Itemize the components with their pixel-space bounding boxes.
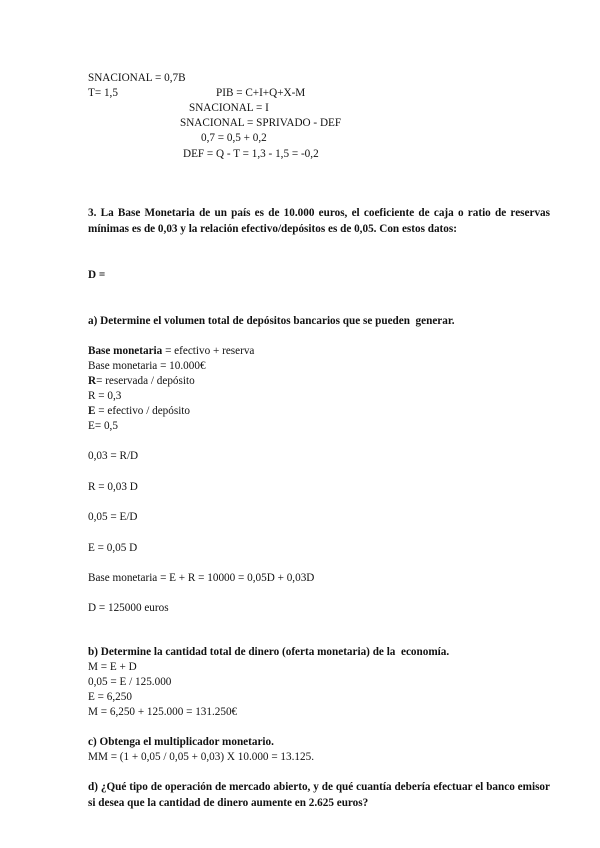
multiplier-equation: MM = (1 + 0,05 / 0,05 + 0,03) X 10.000 = 13.125. bbox=[88, 751, 314, 763]
e-label: E bbox=[88, 405, 96, 417]
snacional-sprivado-equation: SNACIONAL = SPRIVADO - DEF bbox=[180, 117, 342, 129]
part-c-title: c) Obtenga el multiplicador monetario. bbox=[88, 736, 274, 748]
ratio-equation: 0,05 = E / 125.000 bbox=[88, 676, 172, 688]
r-over-d-equation: 0,03 = R/D bbox=[88, 450, 139, 462]
e-rest: = efectivo / depósito bbox=[95, 405, 191, 417]
d-line: D = bbox=[88, 269, 106, 281]
part-a-title: a) Determine el volumen total de depósitos bancarios que se pueden generar. bbox=[88, 315, 455, 327]
r-definition bbox=[88, 374, 195, 388]
t-value: T= 1,5 bbox=[88, 87, 118, 99]
snacional-equation: SNACIONAL = 0,7B bbox=[88, 72, 186, 84]
d-result: D = 125000 euros bbox=[88, 602, 169, 614]
r-value: R = 0,3 bbox=[88, 390, 122, 402]
question-3-text: 3. La Base Monetaria de un país es de 10.000 euros, el coeficiente de caja o ratio de reservas mínimas es de 0,03 y la relación efectivo/depósitos es de 0,05. Con estos datos: bbox=[88, 207, 550, 235]
pib-equation: PIB = C+I+Q+X-M bbox=[216, 87, 306, 99]
r-rest: = reservada / depósito bbox=[96, 375, 195, 387]
def-equation: DEF = Q - T = 1,3 - 1,5 = -0,2 bbox=[183, 148, 319, 160]
e-value: E= 0,5 bbox=[88, 420, 118, 432]
base-monetaria-rest: = efectivo + reserva bbox=[162, 345, 255, 357]
snacional-i-equation: SNACIONAL = I bbox=[189, 102, 269, 114]
part-d-text: d) ¿Qué tipo de operación de mercado abierto, y de qué cuantía debería efectuar el banco emisor si desea que la cantidad de dinero aumente en 2.625 euros? bbox=[88, 781, 550, 809]
e-result: E = 6,250 bbox=[88, 691, 132, 703]
base-monetaria-definition bbox=[88, 344, 254, 358]
base-monetaria-value: Base monetaria = 10.000€ bbox=[88, 360, 206, 372]
e-definition bbox=[88, 404, 190, 418]
e-over-d-equation: 0,05 = E/D bbox=[88, 511, 138, 523]
sum-equation: 0,7 = 0,5 + 0,2 bbox=[201, 132, 267, 144]
r-label: R bbox=[88, 375, 97, 387]
base-monetaria-equation: Base monetaria = E + R = 10000 = 0,05D + 0,03D bbox=[88, 572, 315, 584]
r-equation: R = 0,03 D bbox=[88, 481, 138, 493]
part-b-title: b) Determine la cantidad total de dinero (oferta monetaria) de la economía. bbox=[88, 646, 450, 658]
m-equation: M = E + D bbox=[88, 661, 137, 673]
base-monetaria-label: Base monetaria bbox=[88, 345, 163, 357]
m-result: M = 6,250 + 125.000 = 131.250€ bbox=[88, 706, 238, 718]
e-equation: E = 0,05 D bbox=[88, 542, 138, 554]
